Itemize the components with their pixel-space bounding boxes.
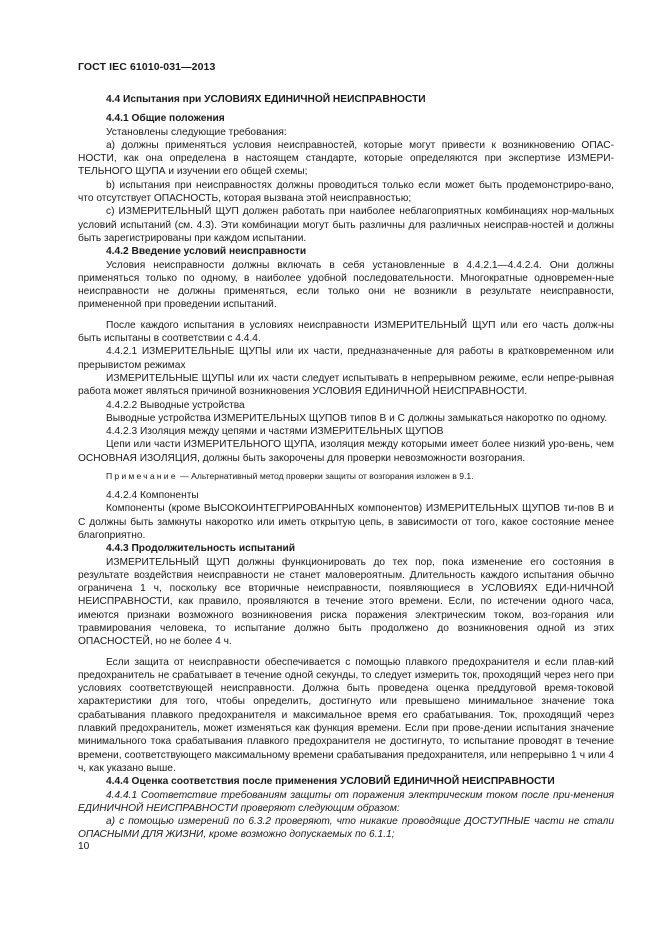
section-heading-4-4: 4.4 Испытания при УСЛОВИЯХ ЕДИНИЧНОЙ НЕИСПРАВНОСТИ <box>106 94 426 105</box>
subsection-heading-4-4-4: 4.4.4 Оценка соответствия после применения УСЛОВИЙ ЕДИНИЧНОЙ НЕИСПРАВНОСТИ <box>106 776 555 788</box>
paragraph: 4.4.2.1 ИЗМЕРИТЕЛЬНЫЕ ЩУПЫ или их части, предназначенные для работы в кратковременном или прерывистом режимах <box>78 346 614 371</box>
paragraph: Условия неисправности должны включать в себя установленные в 4.4.2.1—4.4.2.4. Они должны применяться только по одному, в наиболее удобной последовательности. Многократные одновремен-ные неисправности не должны применяться, если только они не возникли в результате неисправности, примененной при проведении испытаний. <box>78 259 614 311</box>
document-header: ГОСТ IEC 61010-031—2013 <box>78 61 216 73</box>
paragraph: c) ИЗМЕРИТЕЛЬНЫЙ ЩУП должен работать при наиболее неблагоприятных комбинациях нор-мальных условий испытаний (см. 4.3). Эти комбинации могут быть различны для различных неисправ-ностей и должны быть зарегистрированы при каждом испытании. <box>78 206 614 244</box>
paragraph: Установлены следующие требования: <box>106 126 287 138</box>
paragraph-italic: a) с помощью измерений по 6.3.2 проверяют, что никакие проводящие ДОСТУПНЫЕ части не стали ОПАСНЫМИ ДЛЯ ЖИЗНИ, кроме возможно допускаемых по 6.1.1; <box>78 816 614 841</box>
subsection-heading-4-4-2: 4.4.2 Введение условий неисправности <box>106 246 307 258</box>
paragraph: После каждого испытания в условиях неисправности ИЗМЕРИТЕЛЬНЫЙ ЩУП или его часть долж-ны быть испытаны в соответствии с 4.4.4. <box>78 319 614 345</box>
paragraph: ИЗМЕРИТЕЛЬНЫЙ ЩУП должны функционировать до тех пор, пока изменение его состояния в результате воздействия неисправности не станет маловероятным. Длительность каждого испытания обычно ограничена 1 ч, поскольку все вторичные неисправности, появляющиеся в УСЛОВИЯХ ЕДИ-НИЧНОЙ НЕИСПРАВНОСТИ, как правило, проявляются в течение этого времени. Если, по истечении одного часа, имеются признаки возможного возникновения риска поражения электрическим током, воз-горания или травмирования человека, то испытание должно быть продолжено до возникновения одной из этих ОПАСНОСТЕЙ, но не более 4 ч. <box>78 556 614 648</box>
note <box>78 470 614 482</box>
paragraph: 4.4.2.4 Компоненты <box>106 490 199 502</box>
paragraph: Компоненты (кроме ВЫСОКОИНТЕГРИРОВАННЫХ компонентов) ИЗМЕРИТЕЛЬНЫХ ЩУПОВ ти-пов В и С должны быть замкнуты накоротко или иметь открытую цепь, в зависимости от того, какое состояние менее благоприятно. <box>78 503 614 541</box>
paragraph: a) должны применяться условия неисправностей, которые могут привести к возникновению ОПАС-НОСТИ, как она определена в настоящем стандарте, которые определяются при экспертизе ИЗМЕРИ-ТЕЛЬНОГО ЩУПА и изучении его общей схемы; <box>78 139 614 178</box>
subsection-heading-4-4-3: 4.4.3 Продолжительность испытаний <box>106 543 296 555</box>
paragraph: 4.4.2.3 Изоляция между цепями и частями ИЗМЕРИТЕЛЬНЫХ ЩУПОВ <box>106 426 444 438</box>
paragraph: b) испытания при неисправностях должны проводиться только если может быть продемонстриро-вано, что отсутствует ОПАСНОСТЬ, которая вызвана этой неисправностью; <box>78 179 614 205</box>
note-text: — Альтернативный метод проверки защиты от возгорания изложен в 9.1. <box>177 471 474 482</box>
paragraph: ИЗМЕРИТЕЛЬНЫЕ ЩУПЫ или их части следует испытывать в непрерывном режиме, если непре-рывная работа может являться причиной возникновения УСЛОВИЯ ЕДИНИЧНОЙ НЕИСПРАВНОСТИ. <box>78 372 614 398</box>
subsection-heading-4-4-1: 4.4.1 Общие положения <box>106 113 225 125</box>
paragraph: Выводные устройства ИЗМЕРИТЕЛЬНЫХ ЩУПОВ типов В и С должны замыкаться накоротко по одному. <box>106 412 608 424</box>
page-number: 10 <box>78 841 90 852</box>
note-label: Примечание <box>106 471 178 482</box>
document-body <box>78 90 614 842</box>
paragraph: Цепи или части ИЗМЕРИТЕЛЬНОГО ЩУПА, изоляция между которыми имеет более низкий уро-вень, чем ОСНОВНАЯ ИЗОЛЯЦИЯ, должны быть закорочены для проверки невозможности возгорания. <box>78 439 614 464</box>
paragraph: Если защита от неисправности обеспечивается с помощью плавкого предохранителя и если плав-кий предохранитель не срабатывает в течение одной секунды, то следует измерить ток, проходящий через него при условиях соответствующей неисправности. Должна быть проведена оценка преддуговой время-токовой характеристики для того, чтобы определить, достигнуто или превышено минимальное значение тока срабатывания плавкого предохранителя и максимальное время его срабатывания. Ток, проходящий через плавкий предохранитель, может изменяться как функция времени. Если при прове-дении испытания значение минимального тока срабатывания плавкого предохранителя не достигнуто, то испытание проводят в течение времени, соответствующего максимальному времени срабатывания предохранителя, или непрерывно 1 ч или 4 ч, как указано выше. <box>78 656 614 774</box>
paragraph-italic: 4.4.4.1 Соответствие требованиям защиты от поражения электрическим током после при-менения ЕДИНИЧНОЙ НЕИСПРАВНОСТИ проверяют следующим образом: <box>78 789 614 814</box>
paragraph: 4.4.2.2 Выводные устройства <box>106 399 245 411</box>
